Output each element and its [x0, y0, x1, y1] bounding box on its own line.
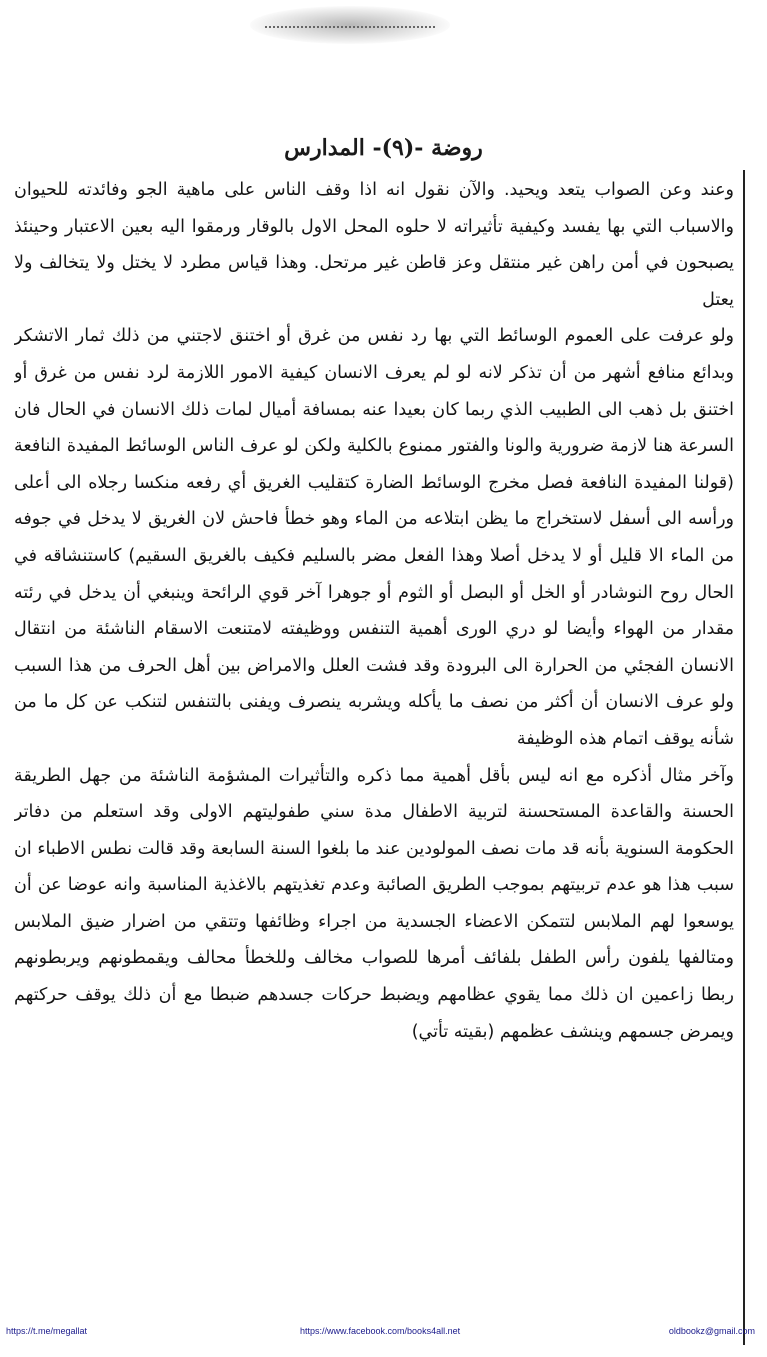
paragraph-1: وعند وعن الصواب يتعد ويحيد. والآن نقول انه اذا وقف الناس على ماهية الجو وفائدته للحيوان والاسباب التي بها يفسد وكيفية تأثيراته لا حلوه المحل الاول بالوقار ورمقوا اليه بعين الاعتبار وحينئذ يصبحون في أمن راهن غير منتقل وعز قاطن غير مرتحل. وهذا قياس مطرد لا يختل ولا يتخالف ولا يعتل — [14, 180, 734, 310]
scan-smudge — [250, 6, 450, 44]
page-header: روضة -(٩)- المدارس — [284, 135, 483, 161]
footer-facebook-link[interactable]: https://www.facebook.com/books4all.net — [300, 1326, 461, 1336]
page-footer — [0, 1322, 767, 1342]
paragraph-3: وآخر مثال أذكره مع انه ليس بأقل أهمية مما ذكره والتأثيرات المشؤمة الناشئة من جهل الطريقة الحسنة والقاعدة المستحسنة لتربية الاطفال مدة سني طفوليتهم الاولى وقد استعلم من دفاتر الحكومة السنوية بأنه قد مات نصف المولودين عند ما بلغوا السنة السابعة وقد قالت نطس الاطباء ان سبب هذا هو عدم تربيتهم بموجب الطريق الصائبة وعدم تغذيتهم بالاغذية المناسبة وانه عوضا عن أن يوسعوا لهم الملابس لتتمكن الاعضاء الجسدية من اجراء وظائفها وتتقي من اضرار ضيق الملابس ومتالفها يلفون رأس الطفل بلفائف أمرها للصواب مخالف وللخطأ محالف ويقمطونهم ويربطونهم ربطا زاعمين ان ذلك مما يقوي عظامهم ويضبط حركات جسدهم ضبطا مع أن ذلك يوقف حركتهم ويمرض جسمهم وينشف عظمهم (بقيته تأتي) — [14, 765, 734, 1042]
paragraph-2: ولو عرفت على العموم الوسائط التي بها رد نفس من غرق أو اختنق لاجتني من ذلك ثمار الاتشكر وبدائع منافع أشهر من أن تذكر لانه لو لم يعرف الانسان كيفية الامور اللازمة لرد نفس من غرق أو اختنق بل ذهب الى الطبيب الذي ربما كان بعيدا عنه بمسافة أميال لمات ذلك الانسان في الحال فان السرعة هنا لازمة ضرورية والونا والفتور ممنوع بالكلية ولكن لو عرف الناس الوسائط المفيدة النافعة (قولنا المفيدة النافعة فصل مخرج الوسائط الضارة كتقليب الغريق أي رفعه منكسا رجلاه الى أعلى ورأسه الى أسفل لاستخراج ما يظن ابتلاعه من الماء وهو خطأ فاحش لان الغريق لا يدخل في جوفه من الماء الا قليل أو لا يدخل أصلا وهذا الفعل مضر بالسليم فكيف بالغريق السقيم) كاستنشاقه في الحال روح النوشادر أو الخل أو البصل أو الثوم أو جوهرا آخر قوي الرائحة وينبغي أن يدخل في رئته مقدار من الهواء وأيضا لو دري الورى أهمية التنفس ووظيفته لامتنعت الاسقام الناشئة من انتقال الانسان الفجئي من الحرارة الى البرودة وقد فشت العلل والامراض بين أهل الحرف من هذا السبب ولو عرف الانسان أن أكثر من نصف ما يأكله ويشربه ينصرف ويفنى بالتنفس لتنكب عن كل ما من شأنه يوقف اتمام هذه الوظيفة — [14, 326, 734, 749]
footer-email-link[interactable]: oldbookz@gmail.com — [668, 1326, 755, 1336]
article-body — [14, 172, 734, 1317]
page-edge-line — [743, 170, 745, 1345]
footer-telegram-link[interactable]: https://t.me/megallat — [6, 1326, 88, 1336]
scan-dots — [265, 26, 435, 38]
